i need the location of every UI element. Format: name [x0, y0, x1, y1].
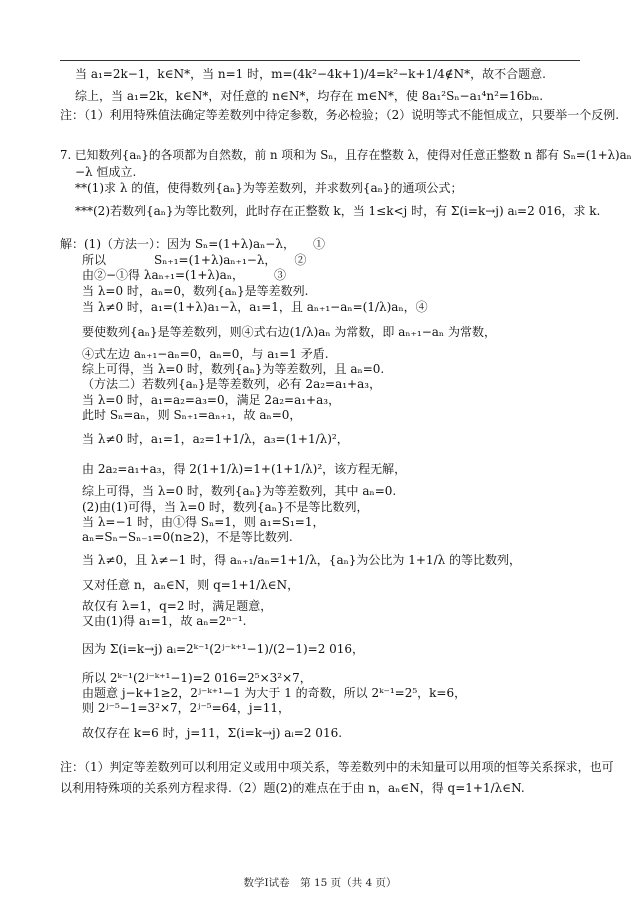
- solution-line: 综上可得，当 λ=0 时，数列{aₙ}为等差数列，其中 aₙ=0.: [82, 484, 397, 498]
- solution-line: （方法二）若数列{aₙ}是等差数列，必有 2a₂=a₁+a₃，: [82, 377, 382, 391]
- header-rule: [60, 60, 580, 61]
- solution-line: 由②−①得 λaₙ₊₁=(1+λ)aₙ， ③: [82, 268, 287, 282]
- problem-line: 7. 已知数列{aₙ}的各项都为自然数，前 n 项和为 Sₙ，且存在整数 λ，使得对任意正整数 n 都有 Sₙ=(1+λ)aₙ: [60, 148, 632, 162]
- solution-line: 当 λ=0 时，aₙ=0，数列{aₙ}是等差数列.: [82, 284, 309, 298]
- problem-line: **(1)求 λ 的值，使得数列{aₙ}为等差数列，并求数列{aₙ}的通项公式；: [75, 181, 463, 195]
- solution-line: 所以 2ᵏ⁻¹(2ʲ⁻ᵏ⁺¹−1)=2 016=2⁵×3²×7，: [82, 671, 312, 685]
- solution-line: 此时 Sₙ=aₙ，则 Sₙ₊₁=aₙ₊₁，故 aₙ=0，: [82, 408, 302, 422]
- page-footer: 数学Ⅰ试卷 第 15 页（共 4 页）: [243, 877, 397, 889]
- solution-line: 则 2ʲ⁻⁵−1=3²×7，2ʲ⁻⁵=64，j=11，: [82, 701, 290, 715]
- problem-line: ***(2)若数列{aₙ}为等比数列，此时存在正整数 k，当 1≤k<j 时，有 Σ(i=k→j) aᵢ=2 016，求 k.: [75, 204, 601, 218]
- solution-line: 综上可得，当 λ=0 时，数列{aₙ}为等差数列，且 aₙ=0.: [82, 362, 385, 376]
- solution-line: 当 λ=0 时，a₁=a₂=a₃=0，满足 2a₂=a₁+a₃，: [82, 393, 341, 407]
- solution-line: 故仅有 λ=1，q=2 时，满足题意，: [82, 599, 273, 613]
- problem-line: −λ 恒成立.: [75, 165, 137, 179]
- solution-line: ④式左边 aₙ₊₁−aₙ=0，aₙ=0，与 a₁=1 矛盾.: [82, 347, 329, 361]
- solution-line: 当 λ=−1 时，由①得 Sₙ=1，则 a₁=S₁=1，: [82, 515, 325, 529]
- text-line: 综上，当 a₁=2k，k∈N*，对任意的 n∈N*，均存在 m∈N*，使 8a₁²Sₙ−a₁⁴n²=16bₘ.: [75, 89, 544, 103]
- solution-line: 故仅存在 k=6 时，j=11，Σ(i=k→j) aᵢ=2 016.: [82, 726, 343, 740]
- solution-line: 当 λ≠0 时，a₁=1，a₂=1+1/λ，a₃=(1+1/λ)²，: [82, 432, 349, 446]
- text-line: 注：（1）利用特殊值法确定等差数列中待定参数，务必检验；（2）说明等式不能恒成立，只要举一个反例.: [60, 108, 620, 122]
- solution-line: 所以 Sₙ₊₁=(1+λ)aₙ₊₁−λ， ②: [82, 253, 307, 267]
- text-line: 当 a₁=2k−1，k∈N*，当 n=1 时，m=(4k²−4k+1)/4=k²−k+1/4∉N*，故不合题意.: [75, 67, 547, 81]
- solution-line: 当 λ≠0 时，a₁=(1+λ)a₁−λ，a₁=1，且 aₙ₊₁−aₙ=(1/λ)aₙ，④: [82, 300, 428, 314]
- note-line: 注：（1）判定等差数列可以利用定义或用中项关系，等差数列中的未知量可以用项的恒等关系探求，也可: [60, 760, 614, 774]
- solution-line: 由题意 j−k+1≥2，2ʲ⁻ᵏ⁺¹−1 为大于 1 的奇数，所以 2ᵏ⁻¹=2⁵，k=6，: [82, 686, 467, 700]
- solution-line: 又由(1)得 a₁=1，故 aₙ=2ⁿ⁻¹.: [82, 614, 247, 628]
- note-line: 以利用特殊项的关系列方程求得.（2）题(2)的难点在于由 n，aₙ∈N，得 q=1+1/λ∈N.: [60, 781, 525, 795]
- solution-line: 因为 Σ(i=k→j) aᵢ=2ᵏ⁻¹(2ʲ⁻ᵏ⁺¹−1)/(2−1)=2 016，: [82, 642, 365, 656]
- solution-line: aₙ=Sₙ−Sₙ₋₁=0(n≥2)，不是等比数列.: [82, 530, 293, 544]
- solution-line: (2)由(1)可得，当 λ=0 时，数列{aₙ}不是等比数列，: [82, 500, 369, 514]
- solution-line: 由 2a₂=a₁+a₃，得 2(1+1/λ)=1+(1+1/λ)²，该方程无解，: [82, 462, 407, 476]
- solution-line: 又对任意 n，aₙ∈N，则 q=1+1/λ∈N，: [82, 578, 300, 592]
- solution-line: 要使数列{aₙ}是等差数列，则④式右边(1/λ)aₙ 为常数，即 aₙ₊₁−aₙ 为常数，: [82, 325, 496, 339]
- solution-line: 当 λ≠0，且 λ≠−1 时，得 aₙ₊₁/aₙ=1+1/λ，{aₙ}为公比为 1+1/λ 的等比数列，: [82, 553, 522, 567]
- solution-line: 解：(1)（方法一）：因为 Sₙ=(1+λ)aₙ−λ， ①: [60, 237, 325, 251]
